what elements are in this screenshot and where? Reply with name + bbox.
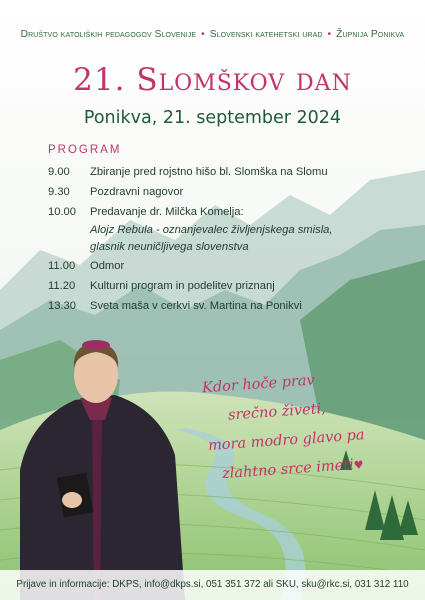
schedule-time: 10.00 [48,206,76,218]
program-schedule [48,162,388,316]
schedule-row [48,296,388,316]
separator-dot: • [327,29,332,40]
footer-bar [0,570,425,600]
schedule-row [48,202,388,222]
organizer-sku: Slovenski katehetski urad [209,29,323,40]
lecture-subtitle-line: glasnik neuničljivega slovenstva [90,241,249,253]
schedule-time: 9.00 [48,166,70,178]
organizers-line [0,29,425,40]
quote-line: srečno živeti, [227,400,327,424]
schedule-time: 11.20 [48,280,76,292]
organizer-dkps: Društvo katoliških pedagogov Slovenije [20,29,197,40]
registration-info: Prijave in informacije: DKPS, info@dkps.si, 051 351 372 ali SKU, sku@rkc.si, 031 312 110 [16,579,409,590]
schedule-desc: Sveta maša v cerkvi sv. Martina na Ponikvi [90,300,302,312]
lecture-subtitle-line: Alojz Rebula - oznanjevalec življenjskega smisla, [90,224,333,236]
schedule-time: 13.30 [48,300,76,312]
schedule-desc: Predavanje dr. Milčka Komelja: [90,206,244,218]
quote-line: mora modro glavo pa [207,427,366,455]
event-title: 21. Slomškov dan [73,62,352,98]
event-date-place: Ponikva, 21. september 2024 [83,108,342,128]
schedule-time: 11.00 [48,260,76,272]
slomsek-quote [201,362,389,490]
heart-icon: ♥ [353,458,365,472]
schedule-row [48,256,388,276]
program-heading: PROGRAM [48,144,122,156]
schedule-desc: Pozdravni nagovor [90,186,184,198]
schedule-time: 9.30 [48,186,70,198]
schedule-row [48,162,388,182]
organizer-parish: Župnija Ponikva [336,29,405,40]
schedule-desc: Zbiranje pred rojstno hišo bl. Slomška na Slomu [90,166,328,178]
schedule-row [48,276,388,296]
schedule-row [48,182,388,202]
quote-line: Kdor hoče prav [201,372,316,397]
quote-line-text: zlahtno srce imeti [221,457,355,483]
schedule-desc: Kulturni program in podelitev priznanj [90,280,275,292]
schedule-desc: Odmor [90,260,125,272]
separator-dot: • [201,29,205,40]
